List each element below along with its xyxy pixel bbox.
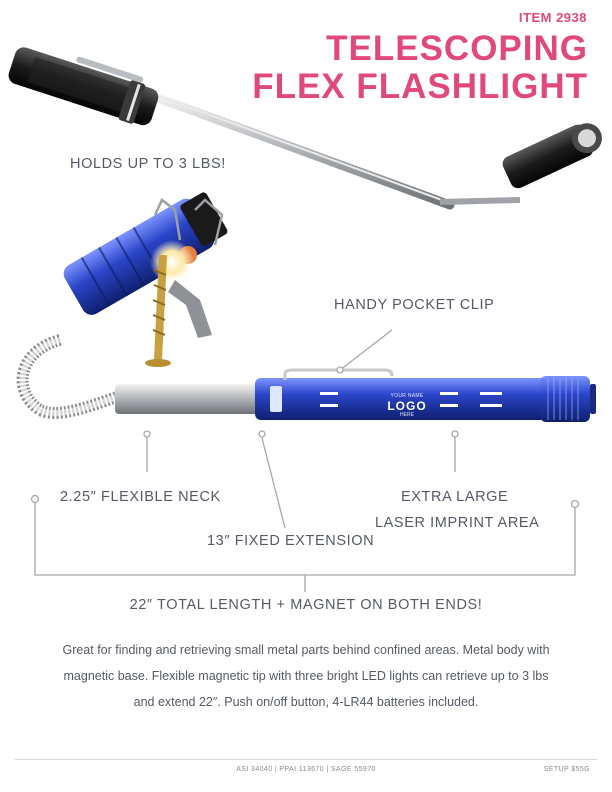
footer-codes: ASI 34040 | PPAI 113670 | SAGE 55970 bbox=[236, 766, 376, 773]
callout-imprint-line-2: LASER IMPRINT AREA bbox=[375, 515, 540, 531]
footer-divider bbox=[15, 759, 597, 760]
callout-flexible-neck: 2.25″ FLEXIBLE NECK bbox=[60, 489, 221, 505]
footer-setup: SETUP $55G bbox=[543, 766, 590, 773]
page-title-line-2: FLEX FLASHLIGHT bbox=[252, 67, 588, 106]
page-title-line-1: TELESCOPING bbox=[326, 29, 588, 68]
imprint-small-top: YOUR NAME bbox=[390, 393, 424, 399]
item-number: ITEM 2938 bbox=[518, 10, 587, 25]
callout-fixed-extension: 13″ FIXED EXTENSION bbox=[207, 533, 375, 549]
imprint-logo: LOGO bbox=[387, 399, 427, 413]
callout-holds: HOLDS UP TO 3 LBS! bbox=[70, 156, 226, 172]
callout-imprint-line-1: EXTRA LARGE bbox=[401, 489, 509, 505]
compact-flashlight bbox=[23, 340, 596, 422]
product-description: Great for finding and retrieving small metal parts behind confined areas. Metal body with magnetic base. Flexible magnetic tip with three bright LED lights can retrieve up to 3 lbs and extend 22″. Push on/off button, 4-LR44 batteries included. bbox=[62, 643, 550, 709]
callout-total-length: 22″ TOTAL LENGTH + MAGNET ON BOTH ENDS! bbox=[129, 597, 483, 613]
imprint-small-bottom: HERE bbox=[400, 412, 414, 418]
callout-pocket-clip: HANDY POCKET CLIP bbox=[334, 297, 495, 313]
magnetic-head bbox=[60, 188, 231, 368]
